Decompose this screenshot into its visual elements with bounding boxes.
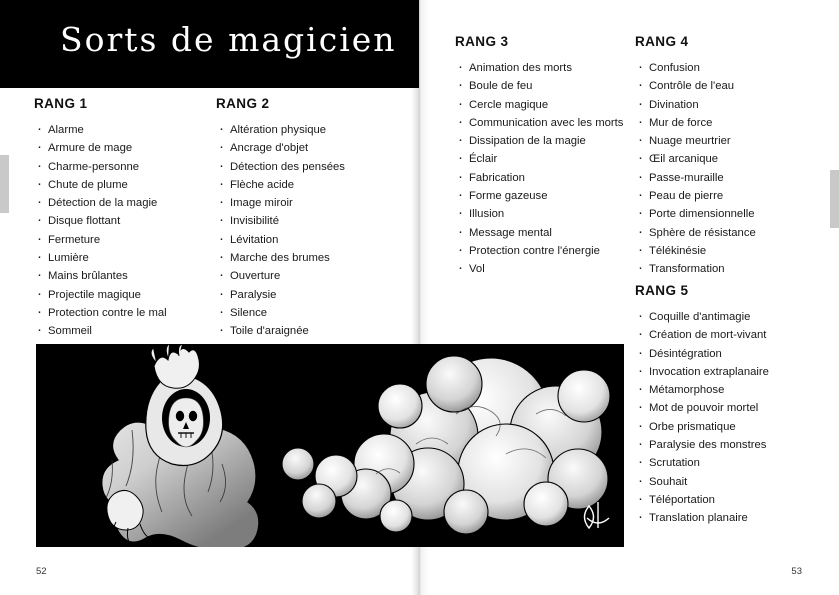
list-item: · Vol bbox=[455, 260, 623, 278]
rank-heading-2: RANG 2 bbox=[216, 96, 270, 111]
list-item: · Peau de pierre bbox=[635, 187, 756, 205]
list-item: · Animation des morts bbox=[455, 59, 623, 77]
spell-column-rang-5 bbox=[635, 283, 769, 528]
list-item: · Translation planaire bbox=[635, 509, 769, 527]
spell-list-rang-2 bbox=[216, 121, 345, 341]
list-item: · Image miroir bbox=[216, 194, 345, 212]
list-item: · Alarme bbox=[34, 121, 167, 139]
list-item: · Divination bbox=[635, 96, 756, 114]
list-item: · Souhait bbox=[635, 473, 769, 491]
list-item: · Invisibilité bbox=[216, 212, 345, 230]
list-item: · Communication avec les morts bbox=[455, 114, 623, 132]
list-item: · Métamorphose bbox=[635, 381, 769, 399]
list-item: · Nuage meurtrier bbox=[635, 132, 756, 150]
spell-list-rang-1 bbox=[34, 121, 167, 341]
list-item: · Lévitation bbox=[216, 231, 345, 249]
list-item: · Toile d'araignée bbox=[216, 322, 345, 340]
list-item: · Flèche acide bbox=[216, 176, 345, 194]
list-item: · Ouverture bbox=[216, 267, 345, 285]
list-item: · Projectile magique bbox=[34, 286, 167, 304]
list-item: · Forme gazeuse bbox=[455, 187, 623, 205]
spell-column-rang-2 bbox=[216, 96, 345, 341]
list-item: · Transformation bbox=[635, 260, 756, 278]
rank-heading-5: RANG 5 bbox=[635, 283, 689, 298]
spell-column-rang-1 bbox=[34, 96, 167, 341]
list-item: · Mains brûlantes bbox=[34, 267, 167, 285]
list-item: · Passe-muraille bbox=[635, 169, 756, 187]
spell-column-rang-3 bbox=[455, 34, 623, 279]
list-item: · Détection de la magie bbox=[34, 194, 167, 212]
list-item: · Armure de mage bbox=[34, 139, 167, 157]
list-item: · Marche des brumes bbox=[216, 249, 345, 267]
spell-column-rang-4 bbox=[635, 34, 756, 279]
list-item: · Boule de feu bbox=[455, 77, 623, 95]
list-item: · Fabrication bbox=[455, 169, 623, 187]
list-item: · Paralysie bbox=[216, 286, 345, 304]
spell-list-rang-4 bbox=[635, 59, 756, 279]
list-item: · Sphère de résistance bbox=[635, 224, 756, 242]
list-item: · Porte dimensionnelle bbox=[635, 205, 756, 223]
list-item: · Paralysie des monstres bbox=[635, 436, 769, 454]
list-item: · Silence bbox=[216, 304, 345, 322]
list-item: · Coquille d'antimagie bbox=[635, 308, 769, 326]
list-item: · Illusion bbox=[455, 205, 623, 223]
page-number-right: 53 bbox=[791, 566, 802, 577]
page-title: Sorts de magicien bbox=[60, 20, 397, 59]
page-edge-tab-right bbox=[830, 170, 839, 228]
list-item: · Dissipation de la magie bbox=[455, 132, 623, 150]
illustration-wraith-and-clouds bbox=[36, 344, 624, 547]
list-item: · Protection contre l'énergie bbox=[455, 242, 623, 260]
list-item: · Ancrage d'objet bbox=[216, 139, 345, 157]
list-item: · Télékinésie bbox=[635, 242, 756, 260]
list-item: · Confusion bbox=[635, 59, 756, 77]
list-item: · Disque flottant bbox=[34, 212, 167, 230]
list-item: · Charme-personne bbox=[34, 158, 167, 176]
list-item: · Mur de force bbox=[635, 114, 756, 132]
list-item: · Cercle magique bbox=[455, 96, 623, 114]
list-item: · Sommeil bbox=[34, 322, 167, 340]
list-item: · Lumière bbox=[34, 249, 167, 267]
page-edge-tab-left bbox=[0, 155, 9, 213]
spell-list-rang-5 bbox=[635, 308, 769, 528]
list-item: · Contrôle de l'eau bbox=[635, 77, 756, 95]
list-item: · Chute de plume bbox=[34, 176, 167, 194]
list-item: · Création de mort-vivant bbox=[635, 326, 769, 344]
rank-heading-4: RANG 4 bbox=[635, 34, 689, 49]
page-number-left: 52 bbox=[36, 566, 47, 577]
list-item: · Altération physique bbox=[216, 121, 345, 139]
list-item: · Téléportation bbox=[635, 491, 769, 509]
list-item: · Œil arcanique bbox=[635, 150, 756, 168]
rank-heading-3: RANG 3 bbox=[455, 34, 509, 49]
rank-heading-1: RANG 1 bbox=[34, 96, 88, 111]
spell-list-rang-3 bbox=[455, 59, 623, 279]
list-item: · Fermeture bbox=[34, 231, 167, 249]
list-item: · Orbe prismatique bbox=[635, 418, 769, 436]
list-item: · Mot de pouvoir mortel bbox=[635, 399, 769, 417]
list-item: · Éclair bbox=[455, 150, 623, 168]
list-item: · Désintégration bbox=[635, 345, 769, 363]
list-item: · Détection des pensées bbox=[216, 158, 345, 176]
list-item: · Scrutation bbox=[635, 454, 769, 472]
list-item: · Message mental bbox=[455, 224, 623, 242]
list-item: · Protection contre le mal bbox=[34, 304, 167, 322]
list-item: · Invocation extraplanaire bbox=[635, 363, 769, 381]
